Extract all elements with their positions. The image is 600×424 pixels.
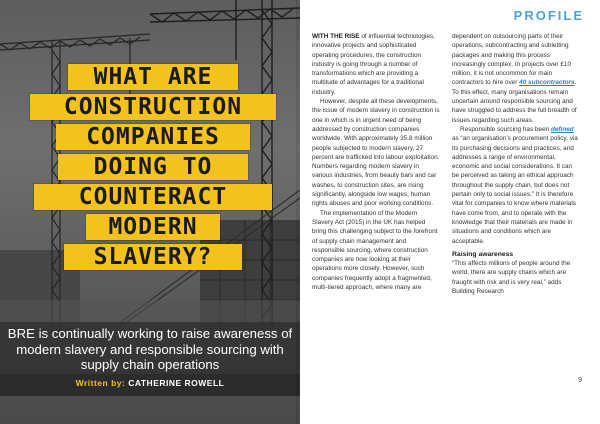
standfirst-box	[0, 322, 300, 374]
paragraph: “This affects millions of people around the world, there are supply chains which are fraught with risk and is very real,” adds Building Research	[452, 260, 571, 296]
paragraph-text: . To this effect, many organisations remain uncertain around responsible sourcing and have struggled to address the full breadth of issues regarding such areas.	[452, 79, 577, 124]
headline-line-2: CONSTRUCTION	[30, 94, 276, 120]
paragraph-text: as “an organisation’s procurement policy, via its purchasing decisions and practices, and addresses a range of environmental, economic and social considerations. It can be perceived as taking an ethical approach throughout the supply chain, but does not pertain only to social issues.” It is therefore vital for companies to know where materials have come from, and to operate with the knowledge that their materials are made in situations and conditions which are acceptable.	[452, 135, 578, 245]
subheading: Raising awareness	[452, 250, 514, 258]
article-column-2	[452, 32, 580, 296]
section-label: PROFILE	[513, 8, 584, 23]
paragraph	[452, 32, 580, 125]
headline-line-1: WHAT ARE	[68, 64, 238, 90]
subcontractors-link[interactable]: 40 subcontractors	[519, 79, 575, 87]
paragraph: However, despite all these developments, the issue of modern slavery in construction is one in which is in urgent need of being addressed by construction companies worldwide. With approximately 35.8 million people subjected to modern slavery, 27 percent are trafficked into labour exploitation. Numbers regarding modern slavery in various industries, from beauty bars and car washes, to construction sites, are rising significantly, alongside low wages, human rights abuses and poor working conditions.	[312, 98, 440, 208]
paragraph-text: Responsible sourcing has been	[460, 125, 551, 133]
byline	[0, 378, 300, 388]
paragraph-text: dependent on outsourcing parts of their operations, subcontracting and subletting packages and making this process increasingly complex. In projects over £10 million, it is not uncommon for main contractors to hire over	[452, 33, 571, 87]
headline-line-3: COMPANIES	[56, 124, 250, 150]
paragraph: The implementation of the Modern Slavery Act (2015) in the UK has helped bring this challenging subject to the forefront of supply chain management and responsible sourcing, where construction companies are now looking at their operations more closely. However, such companies frequently adopt a fragmented, multi-tiered approach, where many are	[312, 209, 438, 292]
right-page	[300, 0, 600, 424]
headline-line-7: SLAVERY?	[64, 244, 242, 270]
headline-line-5: COUNTERACT	[34, 184, 272, 210]
lead-in: WITH THE RISE	[312, 33, 360, 40]
paragraph	[312, 32, 440, 97]
page-number: 9	[578, 377, 582, 384]
headline-line-4: DOING TO	[58, 154, 248, 180]
byline-author: CATHERINE ROWELL	[128, 378, 225, 388]
headline-line-6: MODERN	[86, 214, 220, 240]
standfirst-text: BRE is continually working to raise awareness of modern slavery and responsible sourcing with supply chain operations	[7, 326, 293, 372]
byline-label: Written by:	[75, 378, 126, 388]
paragraph-text: of influential technologies, innovative projects and sophisticated operating procedures, the construction industry is going through a number of transformations which are providing a multitude of advantages for a traditional industry.	[312, 33, 435, 96]
article-column-1	[312, 32, 440, 292]
defined-link[interactable]: defined	[550, 125, 574, 133]
paragraph	[452, 125, 580, 246]
